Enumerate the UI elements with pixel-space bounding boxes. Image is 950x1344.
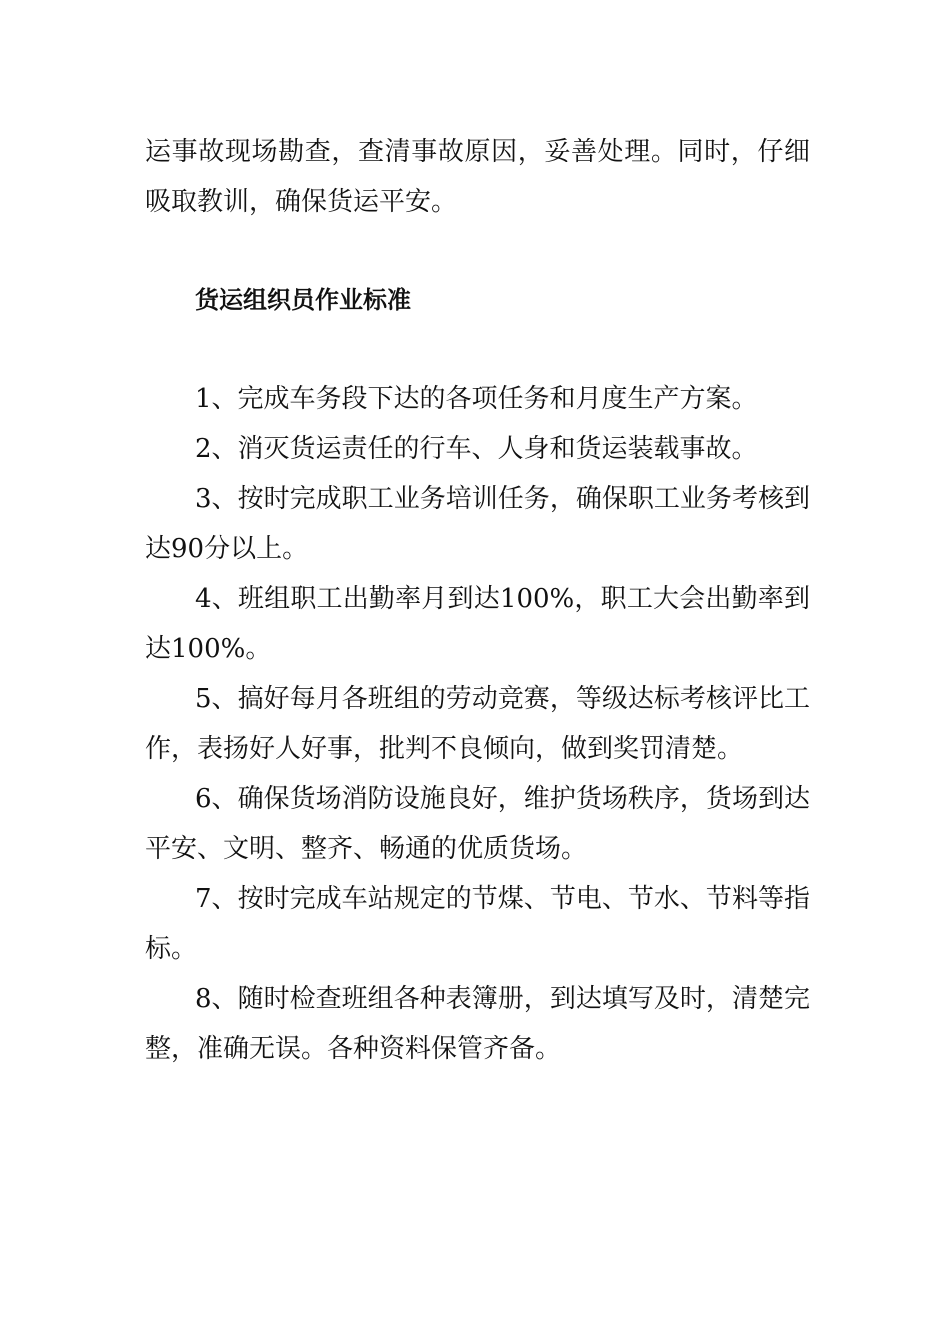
- list-item: 4、班组职工出勤率月到达100%，职工大会出勤率到达100%。: [145, 584, 810, 664]
- list-item: 2、消灭货运责任的行车、人身和货运装载事故。: [195, 434, 758, 464]
- list-item: 7、按时完成车站规定的节煤、节电、节水、节料等指标。: [145, 884, 810, 964]
- list-item: 8、随时检查班组各种表簿册，到达填写及时，清楚完整，准确无误。各种资料保管齐备。: [145, 984, 810, 1064]
- list-item: 3、按时完成职工业务培训任务，确保职工业务考核到达90分以上。: [145, 484, 810, 564]
- section-heading: 货运组织员作业标准: [195, 286, 411, 314]
- list-item: 5、搞好每月各班组的劳动竞赛，等级达标考核评比工作，表扬好人好事，批判不良倾向，做到奖罚清楚。: [145, 684, 810, 764]
- standards-list: [145, 374, 810, 1074]
- list-item: 1、完成车务段下达的各项任务和月度生产方案。: [195, 384, 758, 414]
- continuation-paragraph: 运事故现场勘查，查清事故原因，妥善处理。同时，仔细吸取教训，确保货运平安。: [145, 137, 810, 217]
- list-item: 6、确保货场消防设施良好，维护货场秩序，货场到达平安、文明、整齐、畅通的优质货场。: [145, 784, 810, 864]
